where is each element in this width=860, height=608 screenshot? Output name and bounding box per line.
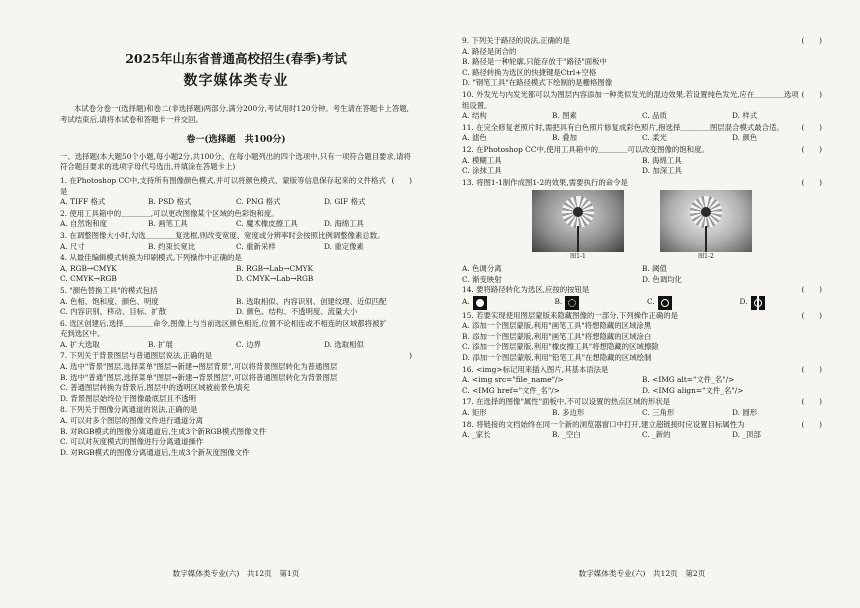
exam-page-1	[60, 0, 412, 608]
option-a: A. 矩形	[462, 408, 487, 418]
part-heading: 卷一(选择题 共100分)	[186, 135, 286, 146]
question-stem: 13. 将图1-1制作成图1-2的效果,需要执行的命令是	[462, 177, 628, 187]
option-list	[462, 430, 822, 441]
option-a: A. 扩大选取	[60, 339, 100, 349]
option-d: D. 对RGB模式的图像分离通道后,生成3个新灰度图像文件	[60, 447, 250, 457]
answer-parentheses: ( )	[801, 310, 822, 320]
question	[60, 405, 412, 458]
option-b: B. _空白	[552, 430, 581, 440]
option-list	[60, 264, 412, 285]
option-a: A. 滤色	[462, 133, 487, 143]
option-a: A. 色相、饱和度、颜色、明度	[60, 296, 159, 306]
question	[462, 90, 822, 122]
question-stem: 15. 若要实现使用图层蒙版来隐藏图像的一部分,下列操作正确的是	[462, 310, 679, 320]
option-a: A. 选中"背景"图层,选择菜单"图层→新建→图层背景",可以将背景图层转化为普通图层	[60, 362, 338, 372]
option-b: B. 阈值	[642, 263, 667, 273]
answer-parentheses: ( )	[801, 122, 822, 132]
option-d: D. GIF 格式	[324, 197, 366, 207]
answer-parentheses: ( )	[801, 144, 822, 154]
option-d: D. 背景图层始终位于图像最底层且不透明	[60, 393, 197, 403]
question	[60, 209, 412, 230]
question	[60, 319, 412, 351]
option-a: A. RGB→CMYK	[60, 263, 117, 273]
question	[462, 420, 822, 441]
instructions: 本试卷分卷一(选择题)和卷二(非选择题)两部分,满分200分,考试用时120分钟。考生请在答题卡上答题,考试结束后,请将本试卷和答题卡一并交回。	[60, 104, 410, 124]
question-stem: 4. 从最佳编辑模式转换为印刷模式,下列操作中正确的是	[60, 253, 242, 263]
option-c: C. 普通图层转换为背景后,图层中的透明区域被前景色填充	[60, 383, 250, 393]
load-path-as-selection-icon	[565, 296, 579, 310]
figure-1-1	[532, 190, 624, 263]
exam-subject: 数字媒体类专业	[183, 73, 289, 89]
option-b: B. 画笔工具	[148, 219, 188, 229]
option-c: C. 可以对灰度模式的图像进行分离通道操作	[60, 437, 204, 447]
option-b: B. 路径是一种轮廓,只能存放于"路径"面板中	[462, 57, 607, 67]
question	[462, 365, 822, 397]
option-d: D. _顶部	[732, 430, 761, 440]
option-d: D. 颜色	[732, 133, 758, 143]
figure-caption: 图1-2	[698, 253, 714, 261]
option-c: C. PNG 格式	[236, 197, 281, 207]
answer-parentheses: ( )	[391, 175, 412, 185]
question-14	[462, 285, 822, 310]
option-b: B. 海绵工具	[642, 155, 682, 165]
q14-options	[462, 296, 822, 310]
option-b: B. RGB→Lab→CMYK	[236, 263, 314, 273]
answer-parentheses: ( )	[801, 419, 822, 429]
option-a: A. TIFF 格式	[60, 197, 106, 207]
question	[462, 311, 822, 364]
option-list	[60, 242, 412, 253]
option-d: D. 添加一个图层蒙版,利用"铅笔工具"在想隐藏的区域绘制	[462, 353, 652, 363]
option-d: D. 海绵工具	[324, 219, 364, 229]
option-c: C. 柔光	[642, 133, 667, 143]
option-d: D. "钢笔工具"在路径模式下绘制的是栅格图像	[462, 78, 613, 88]
option-a: A. 路径是闭合的	[462, 46, 517, 56]
stroke-path-icon	[658, 296, 672, 310]
question-stem: 18. 将链接的文档始终在同一个新的浏览器窗口中打开,建立超链接时应设置目标属性为	[462, 419, 745, 429]
option-a: A. 模糊工具	[462, 155, 502, 165]
option-c: C. 重新采样	[236, 241, 276, 251]
question	[462, 397, 822, 418]
flower-photo-result	[660, 190, 752, 252]
option-a: A. 自然饱和度	[60, 219, 107, 229]
question	[60, 286, 412, 318]
question-stem: 5. "颜色替换工具"的模式包括	[60, 285, 158, 295]
option-d: D. 色调均化	[642, 274, 682, 284]
question-stem: 3. 在调整图像大小时,勾选＿＿＿＿复选框,则改变宽度、宽度或分辨率时会按照比例调整像素总数。	[60, 230, 385, 240]
question	[462, 36, 822, 89]
option-list	[60, 340, 412, 351]
option-c: C. 内容识别、移动、目标、扩散	[60, 307, 167, 317]
option-c: C. 边界	[236, 339, 261, 349]
option-list	[462, 156, 822, 177]
option-b: B.	[555, 296, 638, 310]
option-d: D. 样式	[732, 111, 758, 121]
option-c: C. 魔术橡皮擦工具	[236, 219, 298, 229]
option-c: C. <IMG href="文件_名"/>	[462, 385, 560, 395]
option-b: B. 约束长宽比	[148, 241, 196, 251]
option-b: B. 选中"普通"图层,选择菜单"图层→新建→背景图层",可以将普通图层转化为背景图层	[60, 372, 338, 382]
option-c: C. 品质	[642, 111, 667, 121]
figure-1-2	[660, 190, 752, 263]
option-d: D. <IMG align="文件_名"/>	[642, 385, 744, 395]
section-heading: 一、选择题(本大题50个小题,每小题2分,共100分。在每小题列出的四个选项中,只有一项符合题目要求,请将符合题目要求的选项字母代号选出,并填涂在答题卡上)	[60, 151, 411, 172]
question-stem: 11. 在完全修复老照片时,需把具有白色照片修复成彩色照片,抱选择＿＿＿＿图层混合模式最合适。	[462, 122, 784, 132]
option-d: D. 加深工具	[642, 166, 682, 176]
question-stem: 12. 在Photoshop CC中,使用工具箱中的＿＿＿＿可以改变图像的饱和度。	[462, 144, 709, 154]
page-footer: 数字媒体类专业(六) 共12页 第2页	[578, 569, 706, 579]
question-list	[60, 176, 412, 458]
flower-photo-original	[532, 190, 624, 252]
q13-options	[462, 264, 822, 285]
question-stem: 9. 下列关于路径的说法,正确的是	[462, 36, 570, 45]
option-c: C. 路径转换为选区的快捷键是Ctrl+空格	[462, 67, 597, 77]
option-b: B. PSD 格式	[148, 197, 192, 207]
question	[462, 178, 822, 189]
question	[60, 231, 412, 252]
question	[60, 176, 412, 208]
option-a: A. 色调分离	[462, 263, 502, 273]
option-a: A. 尺寸	[60, 241, 85, 251]
figure-row	[462, 190, 822, 263]
option-c: C. CMYK→RGB	[60, 274, 117, 284]
option-list	[60, 297, 412, 318]
figure-caption: 图1-1	[570, 253, 586, 261]
question-stem: 2. 使用工具箱中的＿＿＿＿,可以更改图像某个区域的色彩饱和度。	[60, 208, 279, 218]
option-a: A. <img src="file_name"/>	[462, 375, 564, 385]
question	[60, 253, 412, 285]
question	[462, 145, 822, 177]
option-c: C. 添加一个图层蒙版,利用"橡皮擦工具"将想隐藏的区域擦除	[462, 342, 659, 352]
page-footer: 数字媒体类专业(六) 共12页 第1页	[172, 569, 300, 579]
option-list	[60, 416, 412, 458]
option-c: C. _新的	[642, 430, 671, 440]
mask-from-path-icon	[751, 296, 765, 310]
fill-path-icon	[473, 296, 487, 310]
option-list	[60, 197, 412, 208]
option-d: D. 颜色、结构、不透明度、流量大小	[236, 307, 358, 317]
option-a: A. 添加一个图层蒙版,利用"画笔工具"将想隐藏的区域涂黑	[462, 321, 652, 331]
question-list	[462, 36, 822, 188]
question-stem: 6. 选区创建后,选择＿＿＿＿命令,图像上与当前选区颜色相近,位置不论相连或不相连的区域都将被扩充到选区中。	[60, 318, 387, 339]
answer-parentheses: ( )	[801, 285, 822, 295]
question	[462, 123, 822, 144]
option-a: A. 结构	[462, 111, 487, 121]
question-stem: 16. <img>标记用来插入图片,其基本语法是	[462, 364, 609, 374]
exam-title: 2025年山东省普通高校招生(春季)考试	[125, 51, 347, 66]
option-c: C. 渐变映射	[462, 274, 502, 284]
option-list	[462, 111, 822, 122]
option-list	[462, 47, 822, 89]
option-b: B. 叠加	[552, 133, 577, 143]
option-b: B. <IMG alt="文件_名"/>	[642, 375, 735, 385]
option-b: B. 选取相似、内容识别、创建纹理、近似匹配	[236, 296, 387, 306]
option-d: D. 重定像素	[324, 241, 364, 251]
option-b: B. 多边形	[552, 408, 585, 418]
option-list	[60, 362, 412, 404]
answer-parentheses: ( )	[801, 177, 822, 187]
answer-parentheses: ( )	[801, 36, 822, 45]
option-a: A. _家长	[462, 430, 491, 440]
question-list	[462, 311, 822, 441]
question-stem: 14. 要将路径转化为选区,应按的按钮是	[462, 285, 590, 295]
option-a: A.	[462, 296, 545, 310]
question-stem: 7. 下列关于背景图层与普通图层说法,正确的是	[60, 351, 213, 361]
option-b: B. 扩展	[148, 339, 173, 349]
option-b: B. 添加一个图层蒙版,利用"画笔工具"将想隐藏的区域涂白	[462, 331, 652, 341]
question	[60, 351, 412, 404]
option-list	[60, 219, 412, 230]
question-stem: 10. 外发光与内发光都可以为图层内容添加一种类似发光的混边效果,若设置纯色发光,应在＿＿＿＿选项组设置。	[462, 89, 799, 110]
option-list	[462, 375, 822, 396]
answer-parentheses: ( )	[801, 364, 822, 374]
question-stem: 8. 下列关于图像分离通道的说法,正确的是	[60, 405, 198, 415]
option-list	[462, 408, 822, 419]
question-stem: 1. 在Photoshop CC中,支持所有图像颜色模式,并可以将颜色模式、蒙版等信息保存起来的文件格式是	[60, 175, 386, 196]
exam-page-2	[462, 0, 822, 608]
option-b: B. 对RGB模式的图像分离通道后,生成3个新RGB模式图像文件	[60, 426, 267, 436]
option-d: D. 圆形	[732, 408, 758, 418]
answer-parentheses: )	[409, 351, 412, 361]
option-c: C. 三角形	[642, 408, 675, 418]
answer-parentheses: ( )	[801, 89, 822, 99]
option-c: C. 涂抹工具	[462, 166, 502, 176]
option-d: D. 选取相似	[324, 339, 364, 349]
option-a: A. 可以对多个图层的图像文件进行通道分离	[60, 416, 204, 426]
option-list	[462, 133, 822, 144]
option-b: B. 图素	[552, 111, 577, 121]
option-d: D.	[740, 296, 823, 310]
option-d: D. CMYK→Lab→RGB	[236, 274, 314, 284]
question-stem: 17. 在选择的图像"属性"面板中,不可以设置的热点区域的形状是	[462, 397, 671, 407]
option-list	[462, 321, 822, 363]
answer-parentheses: ( )	[801, 397, 822, 407]
option-c: C.	[647, 296, 730, 310]
